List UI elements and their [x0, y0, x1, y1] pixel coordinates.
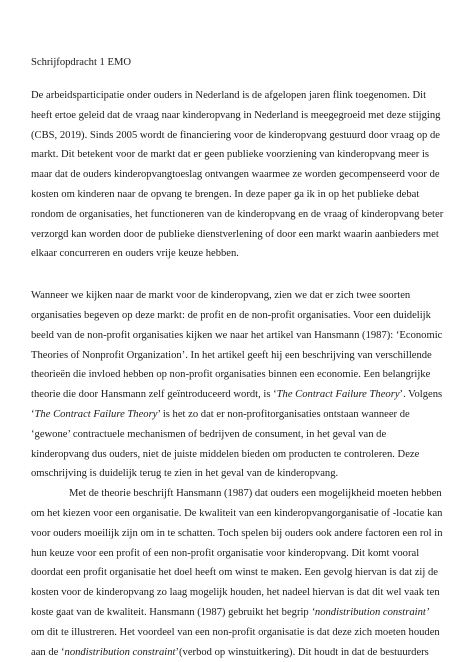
italic-term: nondistribution constraint	[64, 646, 176, 658]
text-run: ‘	[31, 408, 35, 420]
text-line: heeft ertoe geleid dat de vraag naar kinderopvang in Nederland is meegegroeid met deze stijging	[31, 109, 441, 121]
text-line: De arbeidsparticipatie onder ouders in Nederland is de afgelopen jaren flink toegenomen. Dit	[31, 90, 427, 101]
text-run: aan de ‘	[31, 646, 65, 658]
text-line	[31, 385, 446, 405]
text-line: om dit te illustreren. Het voordeel van een non-profit organisatie is dat deze zich moeten houden	[31, 626, 440, 638]
text-line: Wanneer we kijken naar de markt voor de kinderopvang, zien we dat er zich twee soorten	[31, 290, 411, 302]
text-run: koste gaat van de kwaliteit. Hansmann (1987) gebruikt het begrip	[31, 606, 309, 618]
text-line	[31, 643, 446, 662]
text-line: organisaties begeven op deze markt: de profit en de non-profit organisaties. Voor een duidelijk	[31, 309, 431, 321]
text-line	[31, 405, 446, 425]
text-line: verzorgd kan worden door de publieke dienstverlening of door een markt waarin aanbieders met	[31, 228, 439, 240]
text-line: om het kiezen voor een organisatie. De kwaliteit van een kinderopvangorganisatie of -locatie kan	[31, 507, 443, 519]
text-run: ’(verbod op winstuitkering). Dit houdt in dat de bestuurders	[175, 646, 429, 658]
italic-theory-name: The Contract Failure Theory	[276, 389, 400, 401]
text-line: Met de theorie beschrijft Hansmann (1987) dat ouders een mogelijkheid moeten hebben	[69, 488, 442, 500]
text-line: ‘gewone’ contractuele mechanismen of bedrijven de consument, in het geval van de	[31, 428, 387, 440]
text-line: (CBS, 2019). Sinds 2005 wordt de financiering voor de kinderopvang gestuurd door vraag op de	[31, 129, 440, 141]
paragraph-spacer	[31, 264, 446, 286]
text-run: ’. Volgens	[399, 389, 443, 401]
paragraph-1	[31, 86, 446, 264]
text-line: kosten voor de kinderopvang zo laag mogelijk houden, het nadeel hiervan is dat dit wel vaak ten	[31, 587, 440, 599]
text-line: omschrijving is duidelijk terug te zien in het geval van de kinderopvang.	[31, 468, 339, 480]
text-line: kinderopvang dus ouders, niet de juiste middelen bieden om producten te controleren. Deze	[31, 448, 420, 460]
text-line: Theories of Nonprofit Organization’. In het artikel geeft hij een beschrijving van verschillende	[31, 349, 432, 361]
document-title: Schrijfopdracht 1 EMO	[31, 57, 132, 68]
text-run: ’ is het zo dat er non-profitorganisaties ontstaan wanneer de	[157, 408, 410, 420]
text-line: markt. Dit betekent voor de markt dat er geen publieke voorziening van kinderopvang meer is	[31, 149, 430, 161]
text-line: theorieën die invloed hebben op non-profit organisaties binnen een economie. Een belangrijke	[31, 369, 431, 381]
text-line: rondom de organisaties, het functioneren van de kinderopvang en de vraag of kinderopvang beter	[31, 208, 444, 220]
text-line: maar dat de ouders kinderopvangtoeslag ontvangen waarmee ze worden gecompenseerd voor de	[31, 169, 440, 181]
text-line: elkaar concurreren en ouders vrije keuze hebben.	[31, 248, 239, 260]
italic-term: ‘nondistribution constraint’	[311, 606, 430, 618]
text-line: voor ouders moeilijk zijn om in te schatten. Toch spelen bij ouders ook andere factoren een rol in	[31, 527, 443, 539]
text-run: theorie die door Hansmann zelf geïntroduceerd wordt, is ‘	[31, 389, 277, 401]
text-line: doordat een profit organisatie het doel heeft om winst te maken. Een gevolg hiervan is dat zij de	[31, 567, 438, 579]
paragraph-2	[31, 286, 446, 484]
text-line: hun keuze voor een profit of een non-profit organisatie voor kinderopvang. Dit komt vooral	[31, 547, 420, 559]
text-line: beeld van de non-profit organisaties kijken we naar het artikel van Hansmann (1987): ‘Economic	[31, 329, 443, 341]
text-line: kosten om kinderen naar de opvang te brengen. In deze paper ga ik in op het publieke debat	[31, 188, 420, 200]
italic-theory-name: The Contract Failure Theory	[34, 408, 158, 420]
paragraph-3	[31, 484, 446, 662]
